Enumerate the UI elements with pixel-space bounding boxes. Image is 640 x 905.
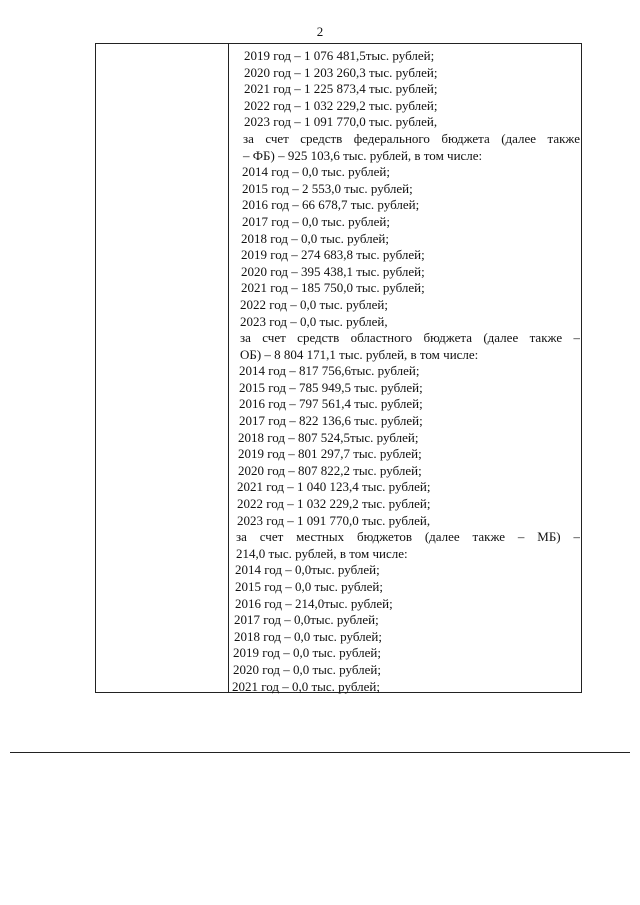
funding-line: 2018 год – 0,0 тыс. рублей; bbox=[241, 230, 389, 246]
funding-line: 2019 год – 274 683,8 тыс. рублей; bbox=[241, 247, 425, 263]
funding-line: 2016 год – 66 678,7 тыс. рублей; bbox=[242, 197, 420, 213]
funding-line: – ФБ) – 925 103,6 тыс. рублей, в том числе: bbox=[243, 147, 483, 163]
funding-line: 2019 год – 1 076 481,5тыс. рублей; bbox=[244, 48, 435, 63]
funding-line: 2019 год – 801 297,7 тыс. рублей; bbox=[238, 446, 422, 462]
funding-table bbox=[95, 43, 582, 693]
funding-line: 2023 год – 0,0 тыс. рублей, bbox=[240, 313, 388, 329]
funding-line: 2017 год – 0,0тыс. рублей; bbox=[234, 612, 379, 628]
funding-line: 2022 год – 1 032 229,2 тыс. рублей; bbox=[237, 496, 431, 512]
funding-line: 2022 год – 1 032 229,2 тыс. рублей; bbox=[244, 97, 438, 113]
funding-line: за счет местных бюджетов (далее также – МБ) – bbox=[236, 529, 580, 545]
table-left-cell bbox=[96, 44, 229, 692]
funding-line: за счет средств областного бюджета (далее также – bbox=[240, 330, 580, 346]
funding-line: 2021 год – 1 040 123,4 тыс. рублей; bbox=[237, 479, 431, 495]
funding-line: 2021 год – 1 225 873,4 тыс. рублей; bbox=[244, 81, 438, 97]
funding-line: 2023 год – 1 091 770,0 тыс. рублей, bbox=[244, 114, 438, 130]
page-number: 2 bbox=[316, 24, 324, 39]
funding-line: 2016 год – 214,0тыс. рублей; bbox=[235, 595, 393, 611]
funding-line: 2014 год – 0,0тыс. рублей; bbox=[235, 562, 380, 578]
funding-line: 2020 год – 807 822,2 тыс. рублей; bbox=[238, 462, 422, 478]
funding-line: 2014 год – 817 756,6тыс. рублей; bbox=[239, 363, 420, 379]
funding-line: 2015 год – 785 949,5 тыс. рублей; bbox=[239, 379, 423, 395]
funding-line: 2018 год – 807 524,5тыс. рублей; bbox=[238, 429, 419, 445]
funding-line: 214,0 тыс. рублей, в том числе: bbox=[236, 545, 408, 561]
funding-line: за счет средств федерального бюджета (далее также bbox=[243, 130, 580, 146]
funding-line: 2020 год – 1 203 260,3 тыс. рублей; bbox=[244, 64, 438, 80]
funding-line: 2019 год – 0,0 тыс. рублей; bbox=[233, 645, 381, 661]
funding-line: 2018 год – 0,0 тыс. рублей; bbox=[234, 628, 382, 644]
funding-line: 2020 год – 0,0 тыс. рублей; bbox=[233, 661, 381, 677]
funding-line: 2023 год – 1 091 770,0 тыс. рублей, bbox=[237, 512, 431, 528]
funding-line: 2022 год – 0,0 тыс. рублей; bbox=[240, 296, 388, 312]
funding-line: 2020 год – 395 438,1 тыс. рублей; bbox=[241, 263, 425, 279]
funding-line: 2021 год – 0,0 тыс. рублей; bbox=[232, 678, 380, 694]
funding-line: ОБ) – 8 804 171,1 тыс. рублей, в том числе: bbox=[240, 346, 479, 362]
funding-line: 2015 год – 2 553,0 тыс. рублей; bbox=[242, 180, 413, 196]
funding-line: 2015 год – 0,0 тыс. рублей; bbox=[235, 579, 383, 594]
funding-line: 2016 год – 797 561,4 тыс. рублей; bbox=[239, 396, 423, 412]
funding-line: 2017 год – 0,0 тыс. рублей; bbox=[242, 213, 390, 229]
funding-line: 2014 год – 0,0 тыс. рублей; bbox=[242, 164, 390, 180]
funding-line: 2021 год – 185 750,0 тыс. рублей; bbox=[241, 280, 425, 296]
table-right-cell bbox=[230, 48, 580, 695]
funding-line: 2017 год – 822 136,6 тыс. рублей; bbox=[239, 413, 423, 429]
bottom-divider bbox=[10, 752, 630, 753]
